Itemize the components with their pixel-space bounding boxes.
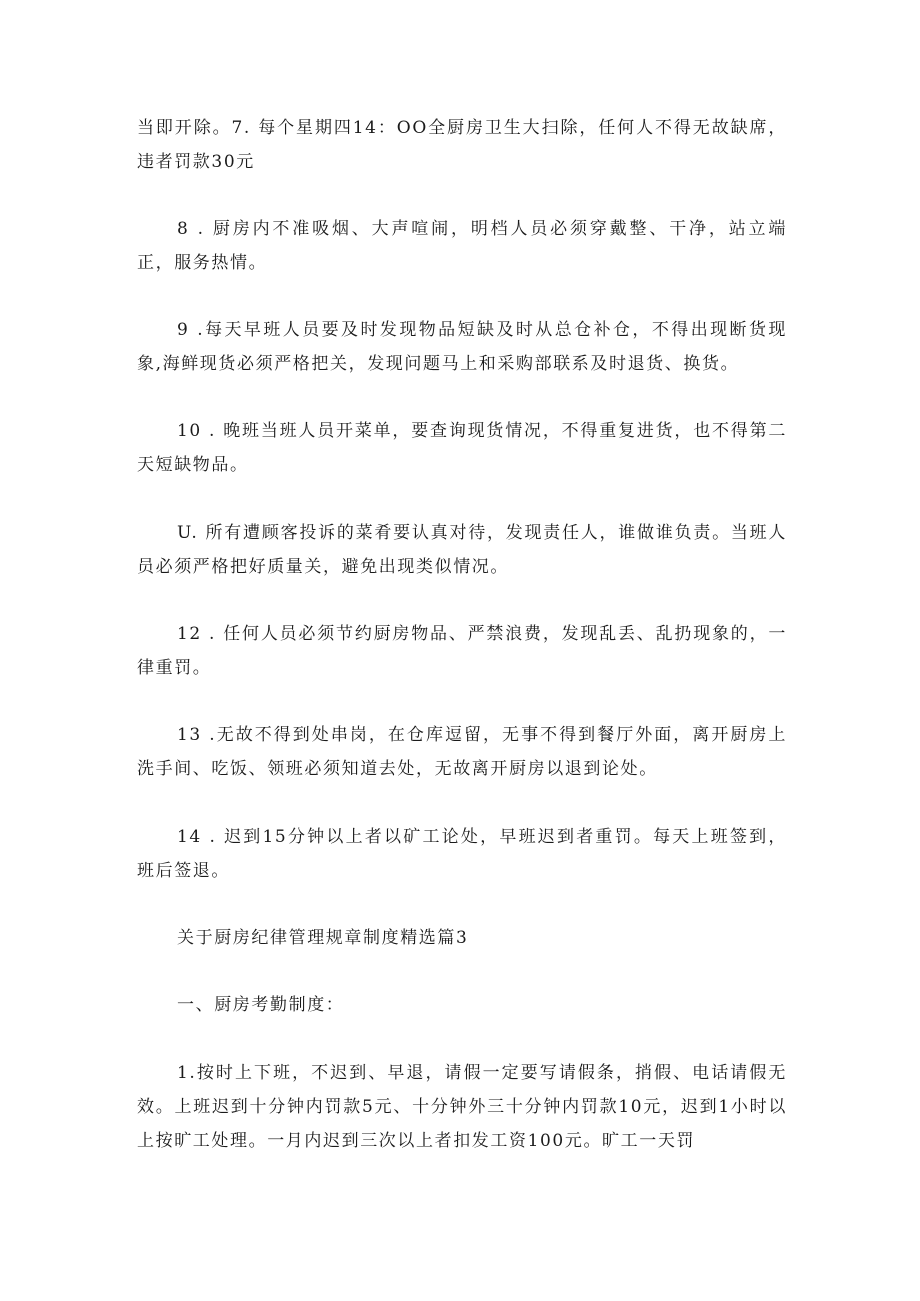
paragraph-item-12: 12 . 任何人员必须节约厨房物品、严禁浪费，发现乱丢、乱扔现象的，一律重罚。 — [137, 624, 787, 678]
paragraph-item-8: 8 . 厨房内不准吸烟、大声喧闹，明档人员必须穿戴整、干净，站立端正，服务热情。 — [137, 219, 787, 273]
paragraph-item-9: 9 .每天早班人员要及时发现物品短缺及时从总仓补仓，不得出现断货现象,海鲜现货必须严格把关，发现问题马上和采购部联系及时退货、换货。 — [137, 320, 787, 374]
attendance-paragraph: 1.按时上下班，不迟到、早退，请假一定要写请假条，捎假、电话请假无效。上班迟到十分钟内罚款5元、十分钟外三十分钟内罚款10元，迟到1小时以上按旷工处理。一月内迟到三次以上者扣发工资100元。旷工一天罚 — [137, 1063, 787, 1151]
section-title: 关于厨房纪律管理规章制度精选篇3 — [177, 928, 469, 948]
paragraph-item-11: U. 所有遭顾客投诉的菜肴要认真对待，发现责任人，谁做谁负责。当班人员必须严格把好质量关，避免出现类似情况。 — [137, 523, 787, 577]
subsection-title: 一、厨房考勤制度： — [177, 995, 345, 1015]
paragraph-item-14: 14 . 迟到15分钟以上者以矿工论处，早班迟到者重罚。每天上班签到，班后签退。 — [137, 827, 787, 881]
paragraph-item-7: 当即开除。7. 每个星期四14：OO全厨房卫生大扫除，任何人不得无故缺席，违者罚款30元 — [137, 118, 787, 172]
paragraph-item-13: 13 .无故不得到处串岗，在仓库逗留，无事不得到餐厅外面，离开厨房上洗手间、吃饭、领班必须知道去处，无故离开厨房以退到论处。 — [137, 725, 787, 779]
paragraph-item-10: 10 . 晚班当班人员开菜单，要查询现货情况，不得重复进货，也不得第二天短缺物品。 — [137, 421, 787, 475]
